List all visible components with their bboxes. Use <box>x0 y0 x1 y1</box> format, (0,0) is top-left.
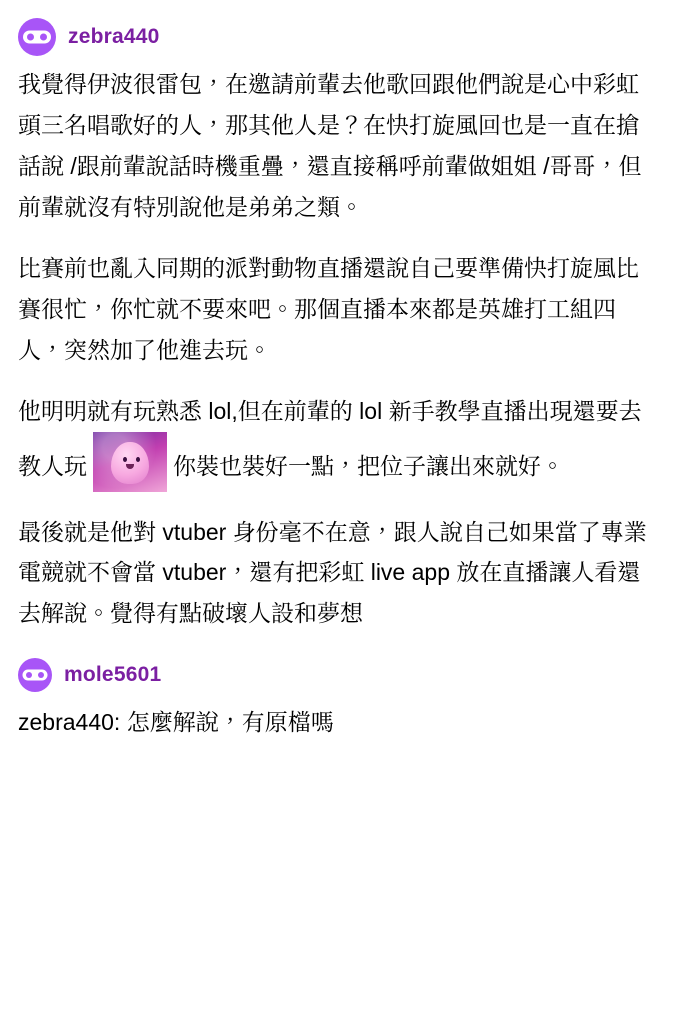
avatar-eye-left <box>27 34 34 41</box>
post-mole5601 <box>0 634 679 741</box>
post-body <box>18 64 661 634</box>
avatar-eye-left <box>26 672 32 678</box>
post-username[interactable]: zebra440 <box>68 25 160 48</box>
post-username[interactable]: mole5601 <box>64 663 162 687</box>
avatar-eye-right <box>38 672 44 678</box>
mask-avatar-icon[interactable] <box>18 658 52 692</box>
sticker-eye-left <box>123 457 127 462</box>
post-header <box>18 640 661 700</box>
paragraph-text-before-sticker: 他明明就有玩熟悉 lol,但在前輩的 lol 新手教學直播出現還要去教人玩 <box>18 397 642 479</box>
post-paragraph: 我覺得伊波很雷包，在邀請前輩去他歌回跟他們說是心中彩虹頭三名唱歌好的人，那其他人是？在快打旋風回也是一直在搶話說 /跟前輩說話時機重疊，還直接稱呼前輩做姐姐 /哥哥，但前輩就沒有特別說他是弟弟之類。 <box>18 71 642 220</box>
mask-avatar-icon[interactable] <box>18 18 56 56</box>
paragraph-text-after-sticker: 你裝也裝好一點，把位子讓出來就好。 <box>173 452 564 479</box>
post-header <box>18 0 661 64</box>
sticker-blob-shape <box>111 442 149 484</box>
avatar-eye-right <box>40 34 47 41</box>
post-paragraph-with-sticker <box>18 391 661 492</box>
post-paragraph: 最後就是他對 vtuber 身份毫不在意，跟人說自己如果當了專業電競就不會當 vtuber，還有把彩虹 live app 放在直播讓人看還去解說。覺得有點破壞人設和夢想 <box>18 518 647 627</box>
post-paragraph: 比賽前也亂入同期的派對動物直播還說自己要準備快打旋風比賽很忙，你忙就不要來吧。那個直播本來都是英雄打工組四人，突然加了他進去玩。 <box>18 254 639 363</box>
reply-text: zebra440: 怎麼解說，有原檔嗎 <box>18 709 334 736</box>
sticker-eye-right <box>136 457 140 462</box>
pink-blob-sticker[interactable] <box>93 432 167 492</box>
